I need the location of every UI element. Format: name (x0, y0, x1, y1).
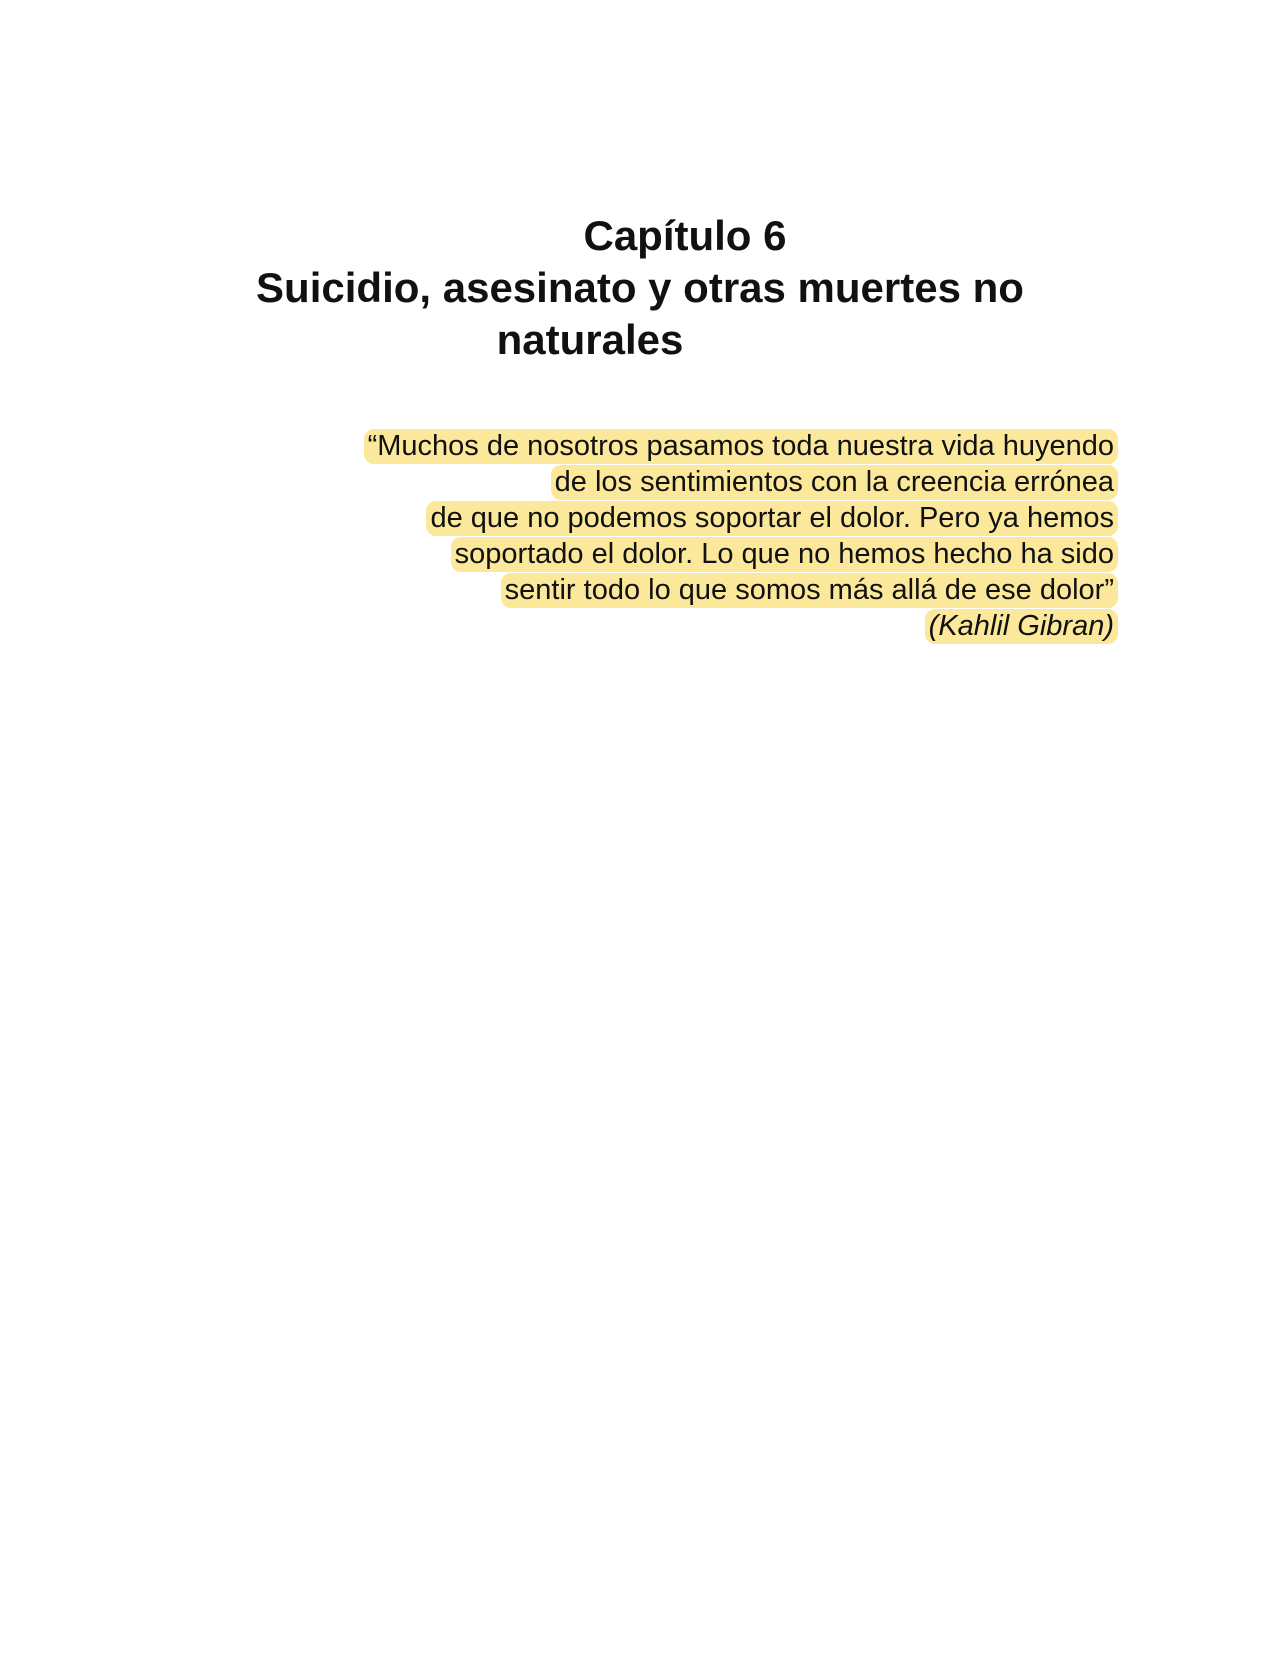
highlighted-text: soportado el dolor. Lo que no hemos hecho ha sido (451, 537, 1118, 572)
epigraph-quote (218, 428, 1118, 644)
highlighted-text: de los sentimientos con la creencia errónea (551, 465, 1118, 500)
quote-line (218, 536, 1118, 572)
chapter-title-line-1: Suicidio, asesinato y otras muertes no (256, 264, 1024, 311)
quote-author-line (218, 608, 1118, 644)
chapter-heading (180, 210, 1100, 366)
highlighted-text: sentir todo lo que somos más allá de ese dolor” (501, 573, 1118, 608)
quote-line (218, 428, 1118, 464)
chapter-title-line-2: naturales (496, 316, 684, 363)
quote-line (218, 500, 1118, 536)
quote-line (218, 572, 1118, 608)
quote-author: (Kahlil Gibran) (925, 609, 1118, 644)
quote-line (218, 464, 1118, 500)
highlighted-text: de que no podemos soportar el dolor. Pero ya hemos (426, 501, 1118, 536)
chapter-number: Capítulo 6 (583, 212, 787, 259)
highlighted-text: “Muchos de nosotros pasamos toda nuestra vida huyendo (364, 429, 1118, 464)
